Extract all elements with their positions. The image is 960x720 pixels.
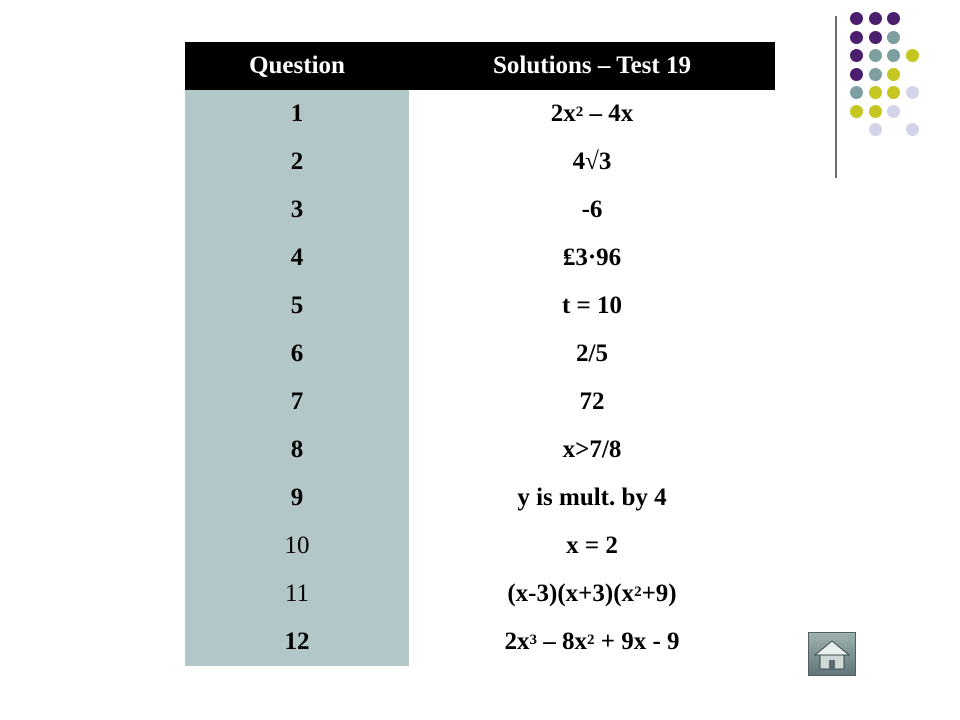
solution-cell: 72 — [409, 378, 775, 426]
decorative-dot — [869, 49, 882, 62]
decorative-dot — [869, 86, 882, 99]
solutions-table — [185, 42, 775, 666]
question-number: 5 — [185, 282, 409, 330]
header-question: Question — [249, 52, 345, 79]
decorative-dot — [850, 68, 863, 81]
decorative-dot — [869, 31, 882, 44]
decorative-dot — [887, 12, 900, 25]
decorative-dot-grid — [850, 12, 950, 162]
decorative-divider-line — [835, 16, 837, 178]
question-number: 10 — [185, 522, 409, 570]
solution-cell: -6 — [409, 186, 775, 234]
solution-cell: 2x $^3$ – 8x $^2$ + 9x - 9 — [409, 618, 775, 666]
question-number: 11 — [185, 570, 409, 618]
table-row — [185, 522, 775, 570]
decorative-dot — [869, 68, 882, 81]
decorative-dot — [850, 31, 863, 44]
decorative-dot — [887, 68, 900, 81]
decorative-dot — [869, 105, 882, 118]
header-solutions: Solutions – Test 19 — [493, 52, 691, 79]
solution-text: – 4x — [583, 100, 634, 127]
home-button[interactable] — [808, 632, 856, 676]
solution-cell: (x-3)(x+3)(x $^2$ +9) — [409, 570, 775, 618]
decorative-dot — [887, 86, 900, 99]
table-row — [185, 138, 775, 186]
table-row — [185, 378, 775, 426]
home-icon — [809, 633, 855, 675]
table-row — [185, 282, 775, 330]
solution-text: (x-3)(x+3)(x — [507, 580, 635, 607]
decorative-dot — [869, 123, 882, 136]
solution-cell: ₤3·96 — [409, 234, 775, 282]
question-number: 9 — [185, 474, 409, 522]
solution-cell: 4√3 — [409, 138, 775, 186]
table-row — [185, 426, 775, 474]
table-header-row — [185, 42, 775, 90]
solution-text: 2x — [550, 100, 576, 127]
table-row — [185, 570, 775, 618]
decorative-dot — [850, 86, 863, 99]
solution-cell: 2/5 — [409, 330, 775, 378]
question-number: 8 — [185, 426, 409, 474]
decorative-dot — [906, 49, 919, 62]
table-row — [185, 186, 775, 234]
decorative-dot — [850, 49, 863, 62]
decorative-dot — [887, 31, 900, 44]
table-row — [185, 618, 775, 666]
solution-cell: x>7/8 — [409, 426, 775, 474]
question-number: 4 — [185, 234, 409, 282]
decorative-dot — [887, 105, 900, 118]
solution-text: +9) — [641, 580, 677, 607]
decorative-dot — [906, 123, 919, 136]
solution-text: 2x — [504, 628, 530, 655]
decorative-dot — [850, 12, 863, 25]
solution-cell: 2x $^2$ – 4x — [409, 90, 775, 138]
solution-text: – 8x — [536, 628, 587, 655]
table-row — [185, 90, 775, 138]
decorative-dot — [906, 86, 919, 99]
table-row — [185, 234, 775, 282]
question-number: 2 — [185, 138, 409, 186]
decorative-dot — [850, 105, 863, 118]
solution-cell: y is mult. by 4 — [409, 474, 775, 522]
solution-cell: x = 2 — [409, 522, 775, 570]
question-number: 6 — [185, 330, 409, 378]
question-number: 1 — [185, 90, 409, 138]
question-number: 7 — [185, 378, 409, 426]
solution-text: + 9x - 9 — [594, 628, 680, 655]
table-row — [185, 330, 775, 378]
decorative-dot — [869, 12, 882, 25]
table-row — [185, 474, 775, 522]
decorative-dot — [887, 49, 900, 62]
question-number: 3 — [185, 186, 409, 234]
question-number: 12 — [185, 618, 409, 666]
solution-cell: t = 10 — [409, 282, 775, 330]
